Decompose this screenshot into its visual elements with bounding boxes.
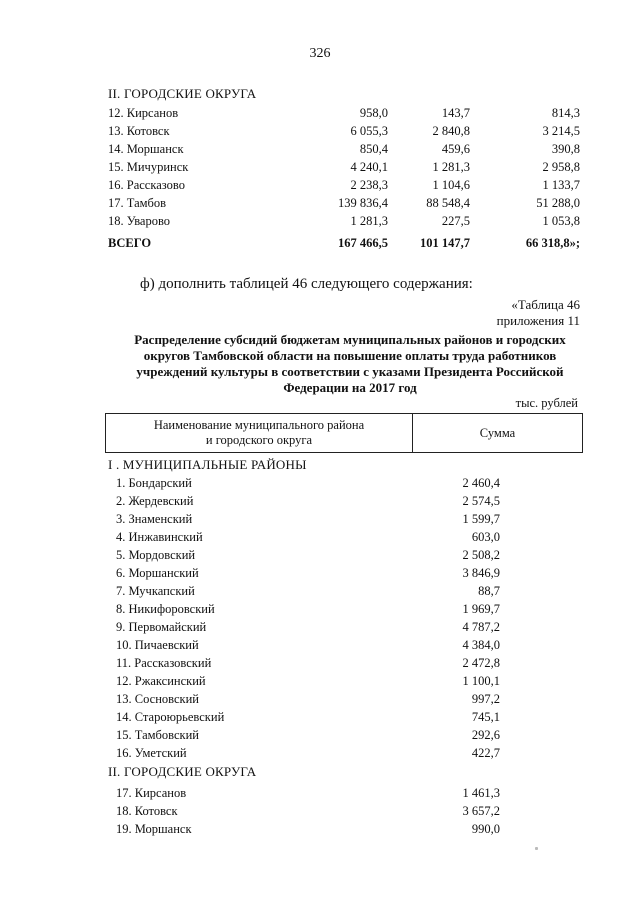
row-name: 6. Моршанский [116, 566, 199, 580]
header-name-line-1: Наименование муниципального района [153, 418, 365, 432]
municipal-districts-rows [108, 474, 500, 762]
row-sum: 745,1 [471, 710, 500, 724]
row-sum: 990,0 [471, 822, 500, 836]
row-name: 15. Тамбовский [116, 728, 199, 742]
table-row [108, 176, 588, 194]
row-value-3: 814,3 [551, 106, 580, 120]
row-name: 4. Инжавинский [116, 530, 203, 544]
row-name: 9. Первомайский [116, 620, 207, 634]
row-sum: 2 472,8 [462, 656, 500, 670]
row-name: 13. Котовск [108, 124, 170, 138]
row-name: 5. Мордовский [116, 548, 196, 562]
title-line-1: Распределение субсидий бюджетам муниципальных районов и городских [134, 332, 566, 347]
row-sum: 1 969,7 [462, 602, 500, 616]
table-row [108, 212, 588, 230]
row-value-1: 850,4 [359, 142, 388, 156]
table-row [108, 140, 588, 158]
row-sum: 4 384,0 [462, 638, 500, 652]
title-line-3: учреждений культуры в соответствии с указами Президента Российской [136, 364, 564, 379]
table-reference-line-1: «Таблица 46 [511, 297, 580, 312]
table-2-title [108, 332, 592, 396]
row-name: 8. Никифоровский [116, 602, 215, 616]
row-name: 16. Рассказово [108, 178, 185, 192]
row-name: 18. Уварово [108, 214, 171, 228]
row-name: 12. Кирсанов [108, 106, 179, 120]
row-value-1: 1 281,3 [350, 214, 388, 228]
row-sum: 1 599,7 [462, 512, 500, 526]
row-name: 17. Кирсанов [116, 786, 187, 800]
row-name: 16. Уметский [116, 746, 187, 760]
header-name-cell [106, 414, 413, 452]
row-value-3: 390,8 [551, 142, 580, 156]
scan-speck [535, 847, 538, 850]
amendment-text: ф) дополнить таблицей 46 следующего содержания: [140, 276, 473, 292]
row-name: 14. Моршанск [108, 142, 184, 156]
row-sum: 4 787,2 [462, 620, 500, 634]
row-sum: 603,0 [471, 530, 500, 544]
row-sum: 997,2 [471, 692, 500, 706]
section-heading-city-districts: II. ГОРОДСКИЕ ОКРУГА [108, 86, 257, 101]
row-value-2: 227,5 [441, 214, 470, 228]
row-name: 13. Сосновский [116, 692, 199, 706]
row-sum: 2 460,4 [462, 476, 500, 490]
row-sum: 292,6 [471, 728, 500, 742]
row-name: 1. Бондарский [116, 476, 192, 490]
table-row [108, 636, 500, 654]
row-value-3: 1 133,7 [542, 178, 580, 192]
table-row [108, 122, 588, 140]
row-sum: 2 574,5 [462, 494, 500, 508]
page-number: 326 [309, 46, 331, 61]
row-name: 17. Тамбов [108, 196, 167, 210]
city-districts-rows [108, 784, 500, 838]
row-sum: 1 461,3 [462, 786, 500, 800]
table-row [108, 492, 500, 510]
table-row [108, 600, 500, 618]
section-heading-city-districts-2: II. ГОРОДСКИЕ ОКРУГА [108, 764, 257, 779]
table-reference-line-2: приложения 11 [496, 313, 580, 328]
row-name: 19. Моршанск [116, 822, 192, 836]
table-row [108, 744, 500, 762]
table-row [108, 618, 500, 636]
row-name: 10. Пичаевский [116, 638, 199, 652]
section-heading-municipal-districts: I . МУНИЦИПАЛЬНЫЕ РАЙОНЫ [108, 457, 307, 472]
row-value-3: 51 288,0 [536, 196, 580, 210]
table-row [108, 672, 500, 690]
table-1-total-row [108, 234, 588, 252]
table-row [108, 654, 500, 672]
table-row [108, 194, 588, 212]
units-label: тыс. рублей [515, 396, 578, 410]
row-value-2: 143,7 [441, 106, 470, 120]
table-row [108, 564, 500, 582]
table-row [108, 820, 500, 838]
table-row [108, 104, 588, 122]
table-row [108, 474, 500, 492]
total-value-1: 167 466,5 [338, 236, 388, 250]
row-sum: 422,7 [471, 746, 500, 760]
row-name: 11. Рассказовский [116, 656, 212, 670]
table-row [108, 546, 500, 564]
table-row [108, 784, 500, 802]
row-name: 7. Мучкапский [116, 584, 195, 598]
row-sum: 3 657,2 [462, 804, 500, 818]
table-row [108, 690, 500, 708]
row-name: 12. Ржаксинский [116, 674, 206, 688]
table-row [108, 528, 500, 546]
row-sum: 3 846,9 [462, 566, 500, 580]
row-value-2: 1 281,3 [432, 160, 470, 174]
table-row [108, 158, 588, 176]
row-name: 15. Мичуринск [108, 160, 189, 174]
table-row [108, 582, 500, 600]
row-value-1: 2 238,3 [350, 178, 388, 192]
row-sum: 88,7 [478, 584, 500, 598]
table-reference [430, 297, 580, 329]
row-value-2: 459,6 [441, 142, 470, 156]
table-row [108, 510, 500, 528]
row-sum: 2 508,2 [462, 548, 500, 562]
row-name: 3. Знаменский [116, 512, 193, 526]
row-sum: 1 100,1 [462, 674, 500, 688]
title-line-4: Федерации на 2017 год [283, 380, 417, 395]
header-sum-cell: Сумма [479, 425, 516, 440]
total-value-3: 66 318,8»; [525, 236, 580, 250]
row-value-1: 4 240,1 [350, 160, 388, 174]
table-2-header [105, 413, 583, 453]
row-value-1: 958,0 [359, 106, 388, 120]
table-row [108, 802, 500, 820]
row-name: 18. Котовск [116, 804, 178, 818]
table-2-body [108, 455, 500, 838]
header-name-line-2: и городского округа [205, 433, 313, 447]
row-value-3: 3 214,5 [542, 124, 580, 138]
row-value-3: 1 053,8 [542, 214, 580, 228]
row-value-3: 2 958,8 [542, 160, 580, 174]
table-1-rows [108, 104, 588, 230]
table-1-city-districts [108, 84, 588, 252]
row-value-2: 2 840,8 [432, 124, 470, 138]
total-label: ВСЕГО [108, 236, 152, 250]
row-name: 2. Жердевский [116, 494, 194, 508]
total-value-2: 101 147,7 [420, 236, 470, 250]
row-value-1: 6 055,3 [350, 124, 388, 138]
title-line-2: округов Тамбовской области на повышение оплаты труда работников [143, 348, 557, 363]
row-name: 14. Староюрьевский [116, 710, 225, 724]
row-value-1: 139 836,4 [338, 196, 388, 210]
table-row [108, 726, 500, 744]
row-value-2: 1 104,6 [432, 178, 470, 192]
row-value-2: 88 548,4 [426, 196, 470, 210]
table-row [108, 708, 500, 726]
